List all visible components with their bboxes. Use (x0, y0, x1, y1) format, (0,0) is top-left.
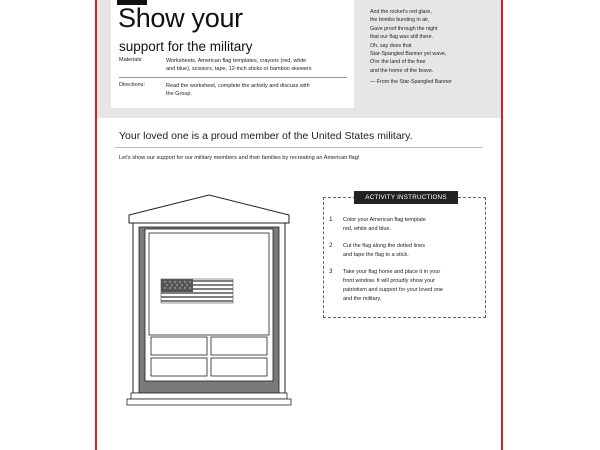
step-line: Take your flag home and place it in your (343, 269, 441, 275)
panel-top-right (211, 337, 267, 355)
step-text (343, 268, 483, 304)
step-line: Cut the flag along the dotted lines (343, 243, 425, 249)
memorial-window-illustration (125, 193, 293, 413)
step-number: 3 (329, 268, 333, 275)
step-text (343, 216, 483, 234)
poem-line: O'er the land of the free (370, 59, 426, 66)
step-line: Color your American flag template (343, 217, 426, 223)
worksheet-page (95, 0, 503, 450)
memorial-roof (129, 195, 289, 223)
memorial-step-lower (127, 399, 291, 405)
intro-sentence: Let's show our support for our military members and their families by recreating an American flag! (119, 155, 360, 161)
instructions-heading: ACTIVITY INSTRUCTIONS (354, 191, 458, 204)
panel-bottom-left (151, 358, 207, 376)
page-title: Show your (118, 3, 243, 33)
memorial-step-upper (131, 393, 287, 399)
lead-sentence: Your loved one is a proud member of the United States military. (119, 130, 413, 142)
poem-line: And the rocket's red glare, (370, 9, 432, 15)
step-line: patriotism and support for your loved one (343, 287, 443, 293)
materials-line: Worksheets, American flag templates, crayons (red, white (166, 58, 307, 64)
panel-bottom-right (211, 358, 267, 376)
step-line: and tape the flag to a stick. (343, 252, 409, 258)
poem-line: and the home of the brave. (370, 67, 434, 74)
page-subtitle: support for the military (119, 39, 253, 54)
meta-divider (119, 77, 347, 78)
step-line: red, white and blue. (343, 226, 392, 232)
poem-line: Oh, say does that (370, 42, 412, 49)
directions-value (166, 82, 344, 98)
activity-instructions-box (323, 194, 486, 318)
poem-line: the bombs bursting in air, (370, 17, 430, 24)
poem-credit: — From the Star-Spangled Banner (370, 79, 452, 86)
american-flag-icon (161, 279, 233, 303)
poem-line: that our flag was still there. (370, 34, 434, 41)
step-number: 2 (329, 242, 333, 249)
poem-line: Star-Spangled Banner yet wave, (370, 51, 447, 58)
directions-label: Directions: (119, 82, 145, 88)
panel-top-left (151, 337, 207, 355)
step-line: and the military. (343, 296, 382, 302)
title-card (111, 0, 354, 108)
step-line: front window. It will proudly show your (343, 278, 436, 284)
section-divider (115, 147, 483, 148)
materials-line: and blue), scissors, tape, 12-inch sticks or bamboo skewers (166, 66, 312, 72)
materials-value (166, 57, 344, 73)
directions-line: Read the worksheet, complete the activity and discuss with (166, 83, 310, 89)
directions-line: the Group. (166, 91, 192, 97)
step-number: 1 (329, 216, 333, 223)
poem-line: Gave proof through the night (370, 25, 438, 32)
poem-quote (370, 8, 495, 87)
materials-label: Materials: (119, 57, 143, 63)
step-text (343, 242, 483, 260)
